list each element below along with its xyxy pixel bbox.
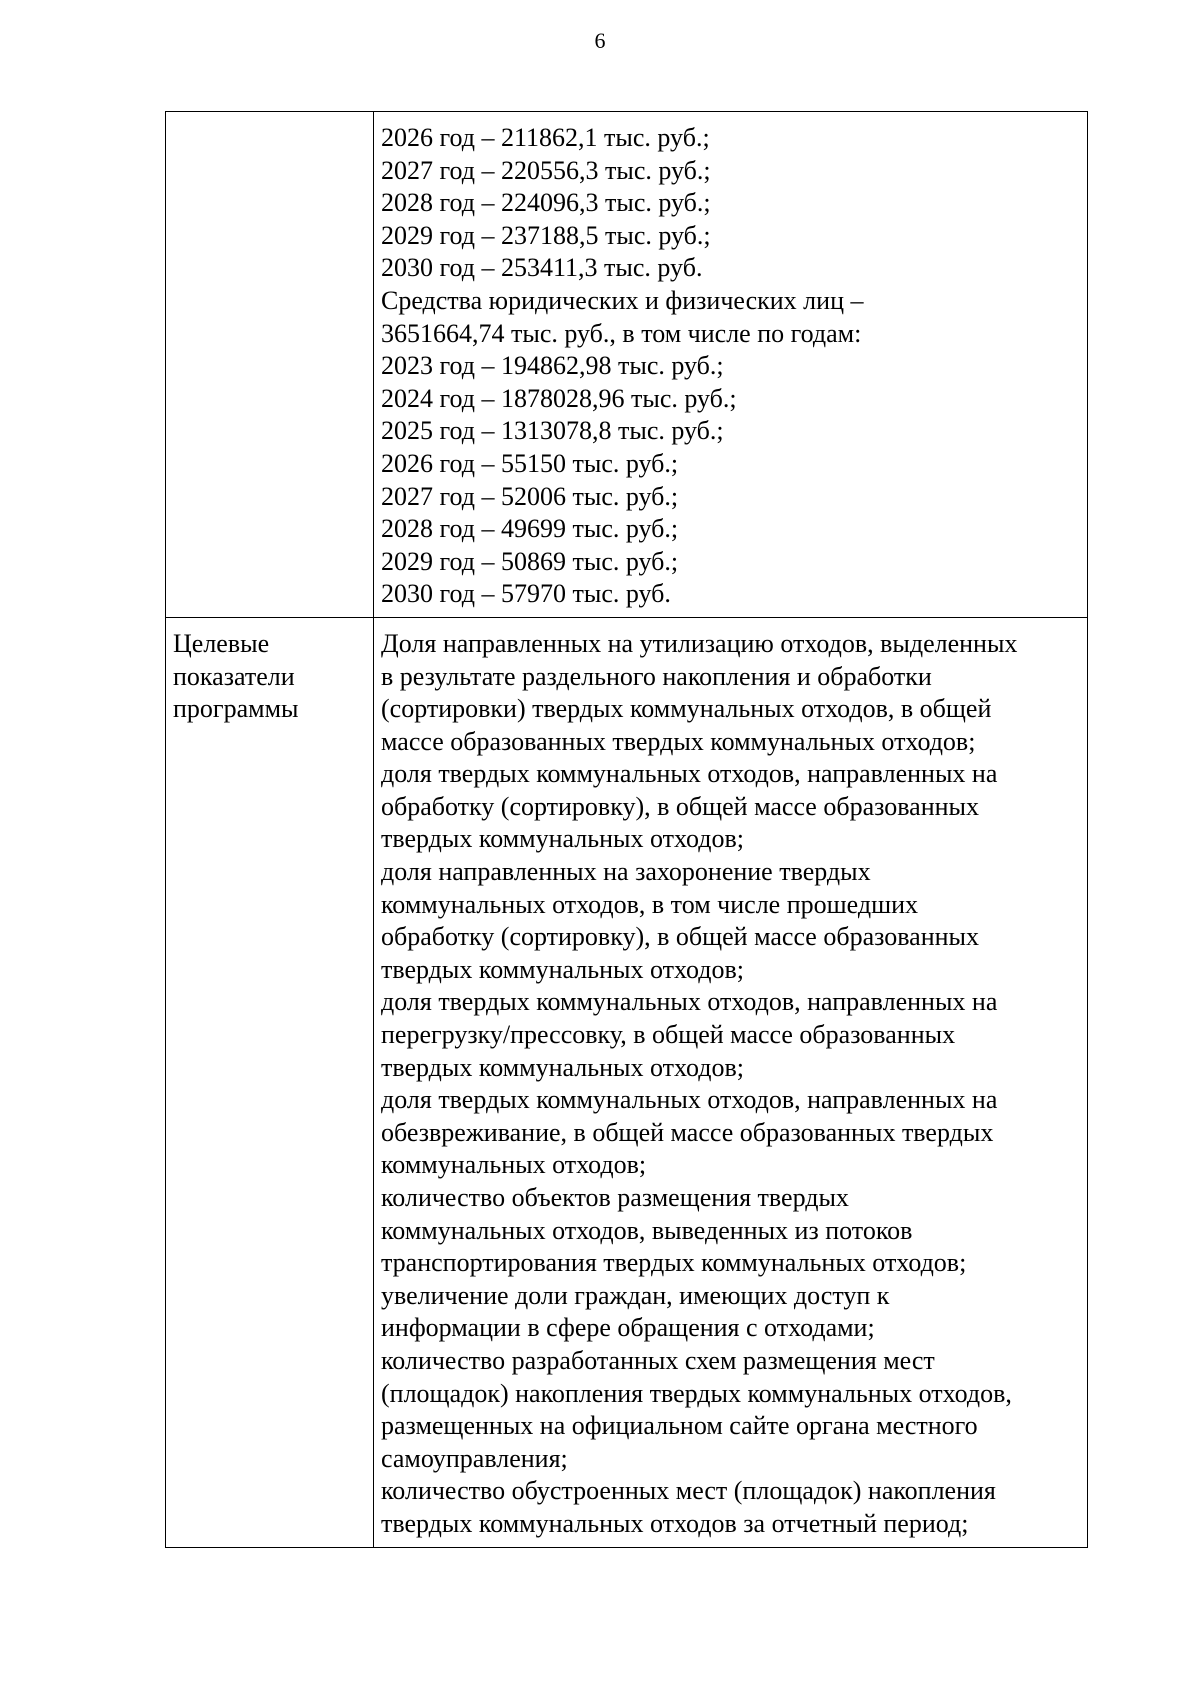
funding-line: 2028 год – 224096,3 тыс. руб.;: [381, 188, 711, 218]
indicator-line: перегрузку/прессовку, в общей массе образованных: [381, 1020, 956, 1050]
table-row-funding: [166, 112, 1088, 618]
funding-label-cell: [166, 112, 374, 618]
indicator-line: (площадок) накопления твердых коммунальных отходов,: [381, 1378, 1012, 1408]
target-indicators-label-cell: [166, 617, 374, 1547]
funding-line: 2028 год – 49699 тыс. руб.;: [381, 514, 679, 544]
target-indicators-content-cell: [374, 617, 1088, 1547]
indicator-line: увеличение доли граждан, имеющих доступ к: [381, 1280, 890, 1310]
indicator-line: коммунальных отходов, в том числе прошедших: [381, 889, 918, 919]
indicator-line: обезвреживание, в общей массе образованных твердых: [381, 1117, 994, 1147]
table-row-target-indicators: [166, 617, 1088, 1547]
funding-line: 2030 год – 253411,3 тыс. руб.: [381, 253, 703, 283]
indicator-line: доля твердых коммунальных отходов, направленных на: [381, 1085, 998, 1115]
indicator-line: самоуправления;: [381, 1443, 568, 1473]
indicator-line: размещенных на официальном сайте органа местного: [381, 1411, 978, 1441]
funding-line: 2027 год – 220556,3 тыс. руб.;: [381, 155, 711, 185]
indicator-line: обработку (сортировку), в общей массе образованных: [381, 791, 979, 821]
indicator-line: транспортирования твердых коммунальных отходов;: [381, 1248, 967, 1278]
indicator-line: твердых коммунальных отходов;: [381, 824, 745, 854]
funding-line: 2029 год – 50869 тыс. руб.;: [381, 546, 679, 576]
indicator-line: доля твердых коммунальных отходов, направленных на: [381, 987, 998, 1017]
indicator-line: в результате раздельного накопления и обработки: [381, 661, 932, 691]
indicator-line: количество объектов размещения твердых: [381, 1183, 849, 1212]
indicator-line: количество обустроенных мест (площадок) накопления: [381, 1476, 996, 1506]
indicator-line: доля направленных на захоронение твердых: [381, 857, 871, 887]
funding-line: Средства юридических и физических лиц –: [381, 285, 864, 315]
indicator-line: коммунальных отходов;: [381, 1150, 647, 1180]
indicator-line: твердых коммунальных отходов за отчетный период;: [381, 1508, 969, 1538]
indicator-line: доля твердых коммунальных отходов, направленных на: [381, 759, 998, 789]
funding-line: 2023 год – 194862,98 тыс. руб.;: [381, 351, 724, 381]
indicator-line: твердых коммунальных отходов;: [381, 1052, 745, 1082]
indicator-line: информации в сфере обращения с отходами;: [381, 1313, 875, 1343]
indicator-line: количество разработанных схем размещения мест: [381, 1345, 935, 1375]
funding-content-cell: [374, 112, 1088, 618]
indicator-line: обработку (сортировку), в общей массе образованных: [381, 922, 979, 952]
indicator-line: массе образованных твердых коммунальных отходов;: [381, 726, 976, 756]
funding-line: 2029 год – 237188,5 тыс. руб.;: [381, 220, 711, 250]
funding-line: 2026 год – 211862,1 тыс. руб.;: [381, 123, 710, 152]
funding-line: 2030 год – 57970 тыс. руб.: [381, 579, 671, 609]
indicator-line: коммунальных отходов, выведенных из потоков: [381, 1215, 913, 1245]
page-number: 6: [594, 28, 606, 53]
row-label-line: показатели: [173, 661, 295, 691]
program-passport-table: [165, 111, 1088, 1548]
row-label-line: Целевые: [173, 628, 270, 658]
funding-line: 2026 год – 55150 тыс. руб.;: [381, 448, 679, 478]
funding-line: 2025 год – 1313078,8 тыс. руб.;: [381, 416, 724, 446]
funding-line: 3651664,74 тыс. руб., в том числе по годам:: [381, 318, 862, 348]
indicator-line: (сортировки) твердых коммунальных отходов, в общей: [381, 694, 992, 724]
indicator-line: Доля направленных на утилизацию отходов, выделенных: [381, 628, 1018, 658]
row-label-line: программы: [173, 694, 299, 724]
funding-line: 2027 год – 52006 тыс. руб.;: [381, 481, 679, 511]
indicator-line: твердых коммунальных отходов;: [381, 954, 745, 984]
funding-line: 2024 год – 1878028,96 тыс. руб.;: [381, 383, 737, 413]
